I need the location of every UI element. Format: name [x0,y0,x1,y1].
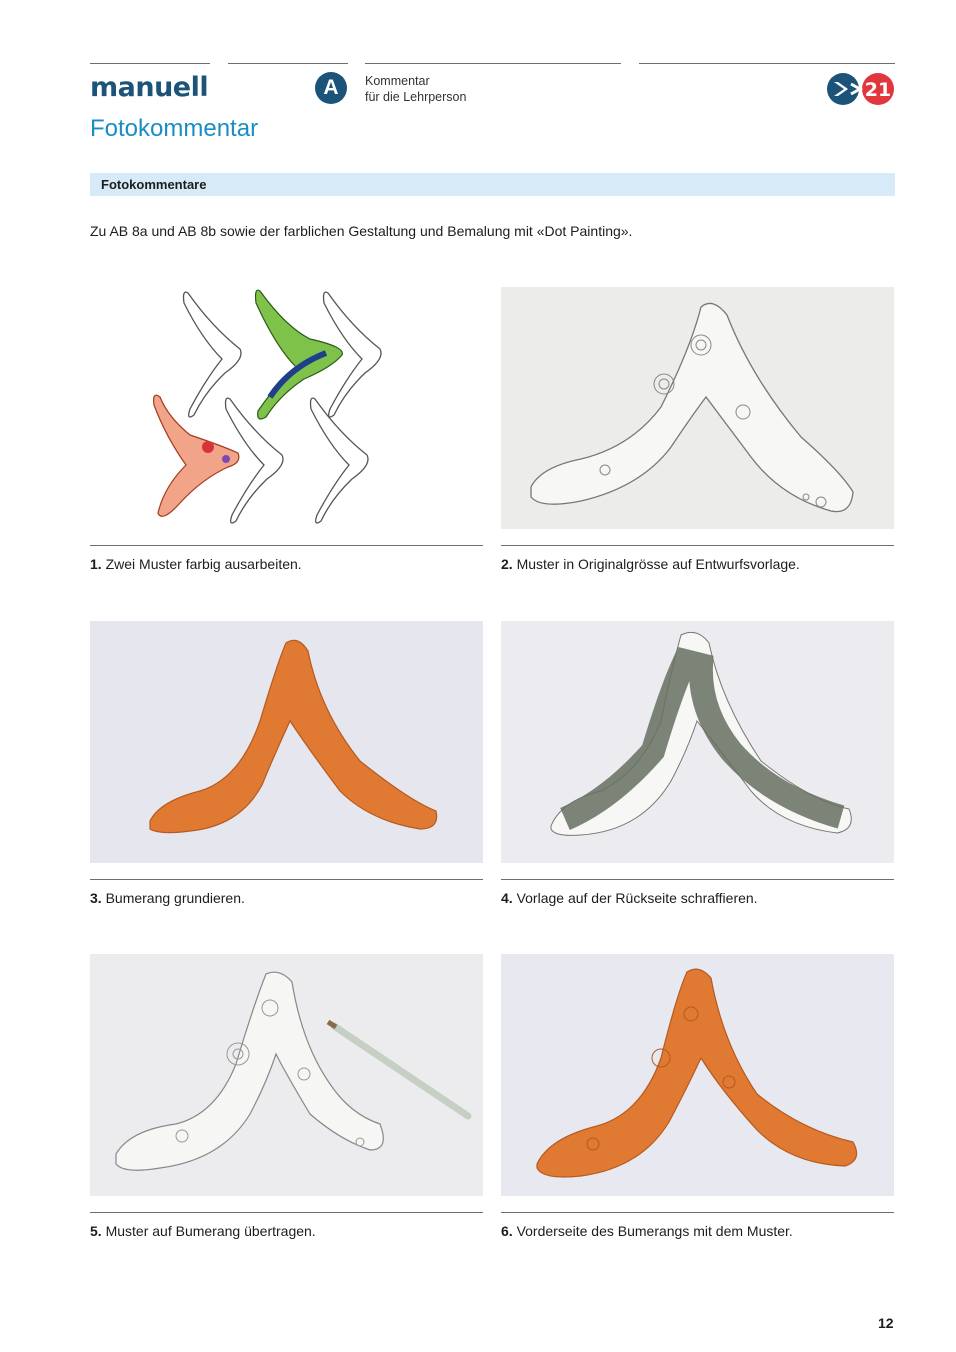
section-heading: Fotokommentare [101,177,207,192]
caption-step-3 [90,890,245,906]
step-number-6: 6. [501,1223,513,1239]
photo-transfer-pattern [90,954,483,1196]
caption-rule-1 [90,545,483,546]
header-rule-3 [365,63,621,64]
photo-primed-boomerang [90,621,483,863]
step-number-4: 4. [501,890,513,906]
step-text-5: Muster auf Bumerang übertragen. [101,1223,316,1239]
header-rule-1 [90,63,210,64]
photo-hatched-template [501,621,894,863]
caption-step-6 [501,1223,793,1239]
caption-step-5 [90,1223,316,1239]
comment-line-2: für die Lehrperson [365,90,467,104]
step-number-2: 2. [501,556,513,572]
header-rule-4 [639,63,895,64]
step-number-5: 5. [90,1223,102,1239]
photo-colored-templates [90,287,483,529]
photo-paper-template [501,287,894,529]
caption-rule-2 [501,545,894,546]
caption-rule-3 [90,879,483,880]
step-text-6: Vorderseite des Bumerangs mit dem Muster. [512,1223,793,1239]
intro-text: Zu AB 8a und AB 8b sowie der farblichen Gestaltung und Bemalung mit «Dot Painting». [90,223,633,239]
caption-step-4 [501,890,758,906]
caption-step-1 [90,556,302,572]
header-comment [365,73,466,105]
step-text-3: Bumerang grundieren. [101,890,245,906]
caption-rule-4 [501,879,894,880]
step-text-1: Zwei Muster farbig ausarbeiten. [101,556,302,572]
step-number-3: 3. [90,890,102,906]
caption-step-2 [501,556,800,572]
comment-line-1: Kommentar [365,74,430,88]
logo-number: 21 [864,79,892,101]
caption-rule-6 [501,1212,894,1213]
caption-rule-5 [90,1212,483,1213]
step-number-1: 1. [90,556,102,572]
photo-boomerang-front [501,954,894,1196]
page-title: Fotokommentar [90,115,259,142]
page-number: 12 [878,1315,894,1331]
section-badge: A [315,72,347,104]
step-text-2: Muster in Originalgrösse auf Entwurfsvorlage. [512,556,800,572]
brand-title: manuell [90,72,209,103]
header-rule-2 [228,63,348,64]
section-heading-bar [90,173,895,196]
lehrplan-21-logo-icon [826,72,896,106]
step-text-4: Vorlage auf der Rückseite schraffieren. [512,890,758,906]
